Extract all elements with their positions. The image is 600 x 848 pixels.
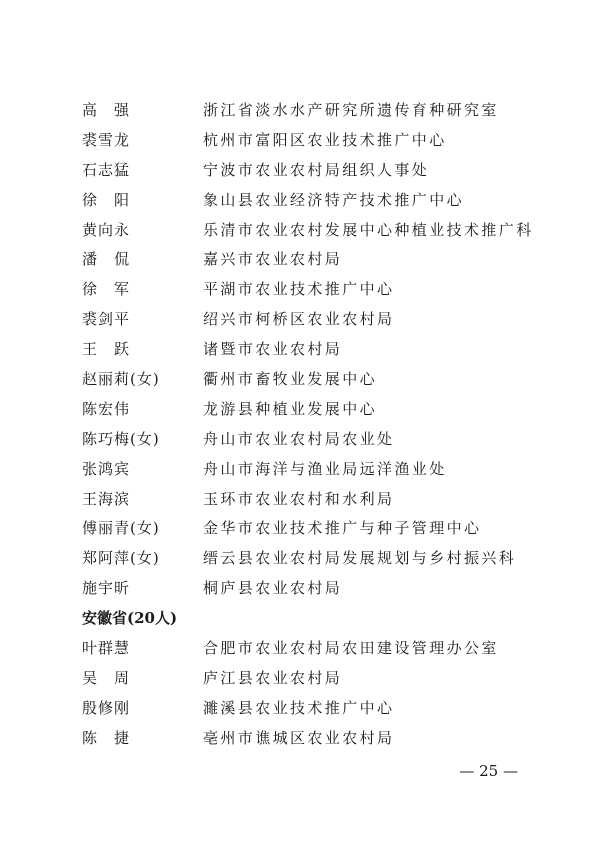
list-item — [0, 186, 600, 216]
organization: 缙云县农业农村局发展规划与乡村振兴科 — [203, 549, 517, 568]
organization: 舟山市海洋与渔业局远洋渔业处 — [203, 459, 447, 478]
person-name: 施宇昕 — [82, 579, 131, 598]
person-name: 吴 周 — [82, 668, 131, 687]
list-item — [0, 275, 600, 305]
person-name: 王海滨 — [82, 489, 131, 508]
organization: 杭州市富阳区农业技术推广中心 — [203, 130, 447, 149]
organization: 亳州市谯城区农业农村局 — [203, 728, 395, 747]
page-number: — 25 — — [459, 762, 518, 780]
person-name: 陈 捷 — [82, 728, 131, 747]
person-name: 徐 军 — [82, 280, 131, 299]
list-item — [0, 96, 600, 126]
person-name: 潘 侃 — [82, 250, 131, 269]
list-item — [0, 245, 600, 275]
person-name: 殷修刚 — [82, 698, 131, 717]
organization: 桐庐县农业农村局 — [203, 579, 343, 598]
list-item — [0, 365, 600, 395]
list-item — [0, 574, 600, 604]
list-item — [0, 634, 600, 664]
organization: 嘉兴市农业农村局 — [203, 250, 343, 269]
list-item — [0, 216, 600, 246]
organization: 平湖市农业技术推广中心 — [203, 280, 395, 299]
organization: 宁波市农业农村局组织人事处 — [203, 160, 430, 179]
organization: 绍兴市柯桥区农业农村局 — [203, 310, 395, 329]
list-item — [0, 335, 600, 365]
list-item — [0, 156, 600, 186]
list-item — [0, 664, 600, 694]
section-title: 安徽省(20人) — [82, 609, 178, 628]
list-item — [0, 544, 600, 574]
person-name: 高 强 — [82, 101, 131, 119]
person-name: 王 跃 — [82, 340, 131, 359]
person-name: 裘剑平 — [82, 310, 131, 329]
organization: 舟山市农业农村局农业处 — [203, 429, 395, 448]
person-name: 裘雪龙 — [82, 130, 131, 149]
person-name: 陈宏伟 — [82, 399, 131, 418]
list-item — [0, 455, 600, 485]
list-item — [0, 485, 600, 515]
organization: 玉环市农业农村和水利局 — [203, 489, 395, 508]
person-name: 陈巧梅(女) — [82, 429, 160, 448]
person-name: 郑阿萍(女) — [82, 549, 160, 568]
person-name: 叶群慧 — [82, 639, 131, 658]
person-name: 张鸿宾 — [82, 459, 131, 478]
person-name: 赵丽莉(女) — [82, 370, 160, 389]
organization: 衢州市畜牧业发展中心 — [203, 370, 378, 389]
person-name: 傅丽青(女) — [82, 519, 160, 538]
list-item — [0, 425, 600, 455]
list-item — [0, 724, 600, 754]
organization: 浙江省淡水水产研究所遗传育种研究室 — [203, 101, 499, 119]
person-name: 石志猛 — [82, 160, 131, 179]
organization: 象山县农业经济特产技术推广中心 — [203, 190, 465, 209]
person-name: 黄向永 — [82, 220, 131, 239]
organization: 龙游县种植业发展中心 — [203, 399, 378, 418]
list-item — [0, 305, 600, 335]
person-name: 徐 阳 — [82, 190, 131, 209]
organization: 庐江县农业农村局 — [203, 668, 343, 687]
section-heading — [0, 604, 600, 634]
organization: 乐清市农业农村发展中心种植业技术推广科 — [203, 220, 534, 239]
list-item — [0, 694, 600, 724]
organization: 诸暨市农业农村局 — [203, 340, 343, 359]
organization: 合肥市农业农村局农田建设管理办公室 — [203, 639, 499, 658]
list-item — [0, 395, 600, 425]
list-item — [0, 126, 600, 156]
name-list — [0, 96, 600, 754]
organization: 濉溪县农业技术推广中心 — [203, 698, 395, 717]
list-item — [0, 514, 600, 544]
organization: 金华市农业技术推广与种子管理中心 — [203, 519, 482, 538]
